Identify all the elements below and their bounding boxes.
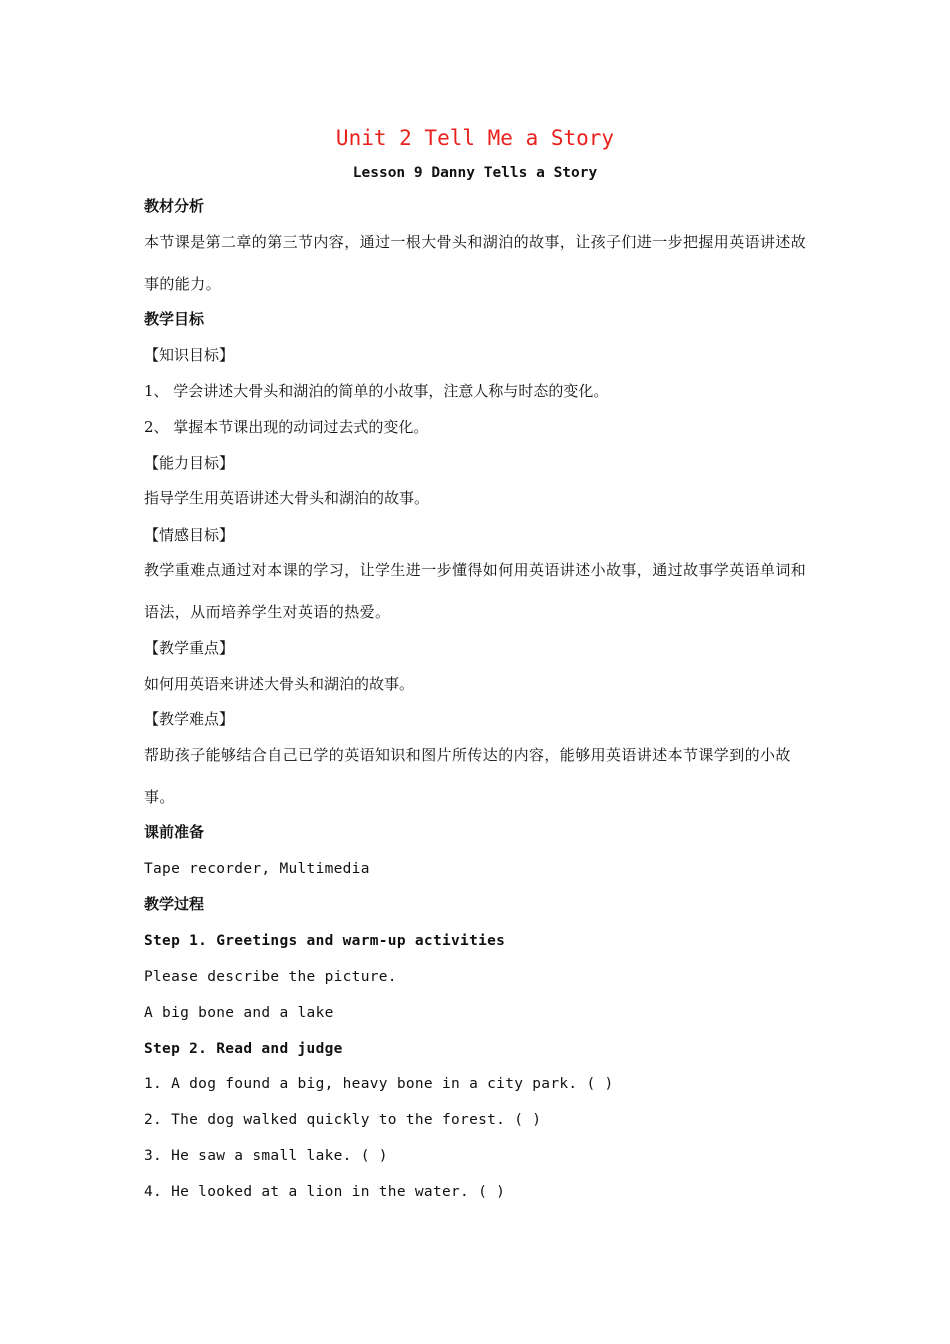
key-text: 如何用英语来讲述大骨头和湖泊的故事。 <box>144 675 415 693</box>
process-heading: 教学过程 <box>144 895 205 913</box>
step1-line-2: A big bone and a lake <box>144 1005 334 1021</box>
emotion-text: 教学重难点通过对本课的学习，让学生进一步懂得如何用英语讲述小故事，通过故事学英语单词和语法，从而培养学生对英语的热爱。 <box>144 561 807 621</box>
difficult-heading: 【教学难点】 <box>144 710 235 728</box>
step2-item: 4. He looked at a lion in the water. ( ) <box>144 1184 506 1200</box>
prep-text: Tape recorder, Multimedia <box>144 861 370 877</box>
analysis-text: 本节课是第二章的第三节内容，通过一根大骨头和湖泊的故事，让孩子们进一步把握用英语讲述故事的能力。 <box>144 233 807 293</box>
knowledge-heading: 【知识目标】 <box>144 346 235 364</box>
knowledge-item-2: 2、 掌握本节课出现的动词过去式的变化。 <box>144 418 429 436</box>
lesson-subtitle: Lesson 9 Danny Tells a Story <box>352 165 598 181</box>
page-title: Unit 2 Tell Me a Story <box>335 126 615 150</box>
difficult-text: 帮助孩子能够结合自己已学的英语知识和图片所传达的内容，能够用英语讲述本节课学到的小故事。 <box>144 746 791 806</box>
ability-heading: 【能力目标】 <box>144 454 235 472</box>
step2-item: 3. He saw a small lake. ( ) <box>144 1148 388 1164</box>
key-heading: 【教学重点】 <box>144 639 235 657</box>
emotion-heading: 【情感目标】 <box>144 526 235 544</box>
step1-line-1: Please describe the picture. <box>144 969 397 985</box>
step2-item: 2. The dog walked quickly to the forest. ( ) <box>144 1112 542 1128</box>
ability-text: 指导学生用英语讲述大骨头和湖泊的故事。 <box>144 489 430 507</box>
goals-heading: 教学目标 <box>144 310 205 328</box>
knowledge-item-1: 1、 学会讲述大骨头和湖泊的简单的小故事，注意人称与时态的变化。 <box>144 382 609 400</box>
step1-heading: Step 1. Greetings and warm-up activities <box>144 933 506 949</box>
prep-heading: 课前准备 <box>144 823 205 841</box>
step2-heading: Step 2. Read and judge <box>144 1041 343 1057</box>
step2-item: 1. A dog found a big, heavy bone in a city park. ( ) <box>144 1076 614 1092</box>
analysis-heading: 教材分析 <box>144 197 205 215</box>
